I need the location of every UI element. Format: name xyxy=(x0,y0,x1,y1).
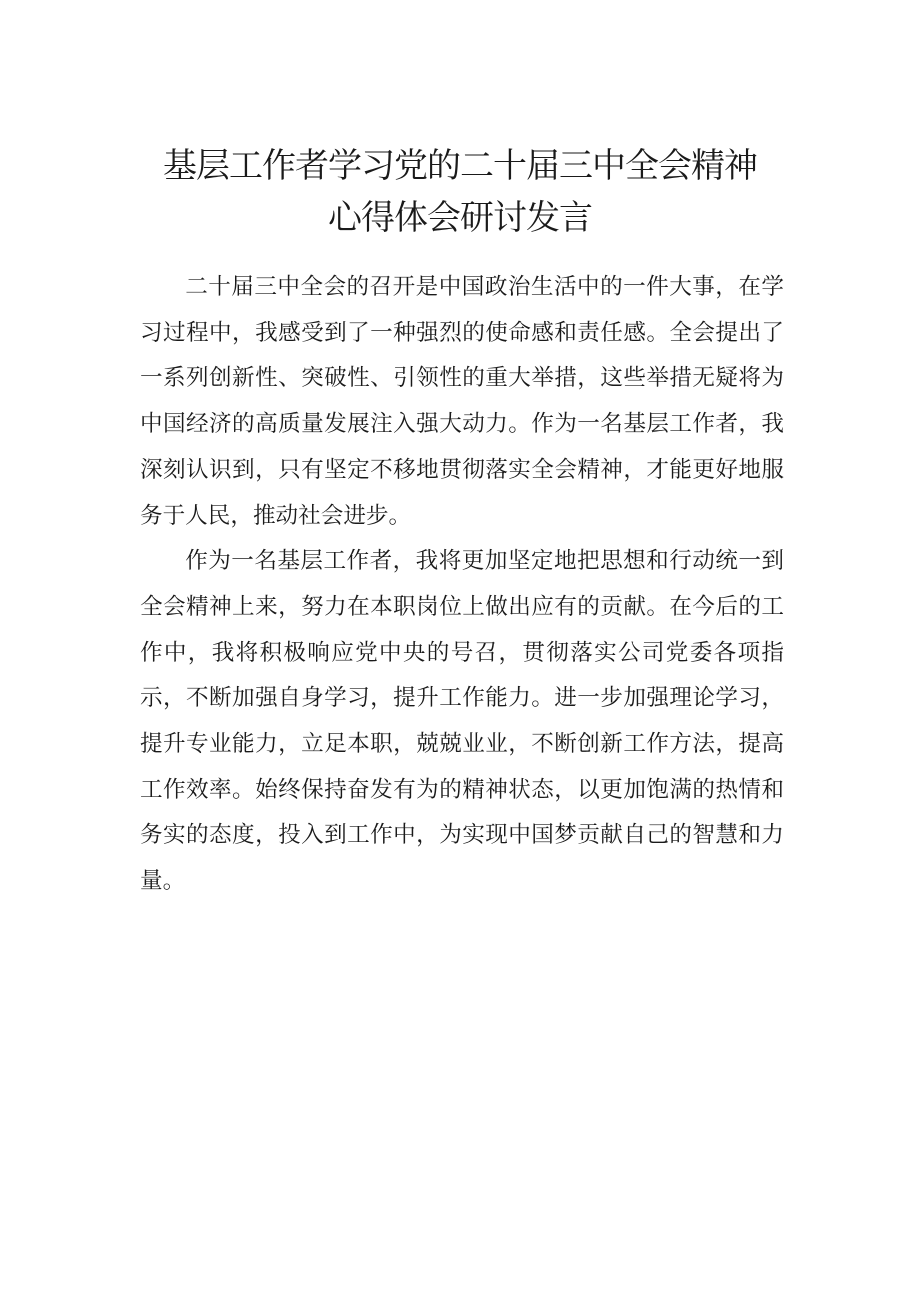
document-title-line-1: 基层工作者学习党的二十届三中全会精神 xyxy=(163,146,757,186)
document-title-line-2: 心得体会研讨发言 xyxy=(328,198,592,238)
document-body xyxy=(140,265,784,905)
body-paragraph-1: 二十届三中全会的召开是中国政治生活中的一件大事，在学习过程中，我感受到了一种强烈的使命感和责任感。全会提出了一系列创新性、突破性、引领性的重大举措，这些举措无疑将为中国经济的高质量发展注入强大动力。作为一名基层工作者，我深刻认识到，只有坚定不移地贯彻落实全会精神，才能更好地服务于人民，推动社会进步。 xyxy=(140,274,784,529)
document-title xyxy=(120,140,800,244)
body-paragraph-2: 作为一名基层工作者，我将更加坚定地把思想和行动统一到全会精神上来，努力在本职岗位上做出应有的贡献。在今后的工作中，我将积极响应党中央的号召，贯彻落实公司党委各项指示，不断加强自身学习，提升工作能力。进一步加强理论学习，提升专业能力，立足本职，兢兢业业，不断创新工作方法，提高工作效率。始终保持奋发有为的精神状态，以更加饱满的热情和务实的态度，投入到工作中，为实现中国梦贡献自己的智慧和力量。 xyxy=(140,548,784,895)
